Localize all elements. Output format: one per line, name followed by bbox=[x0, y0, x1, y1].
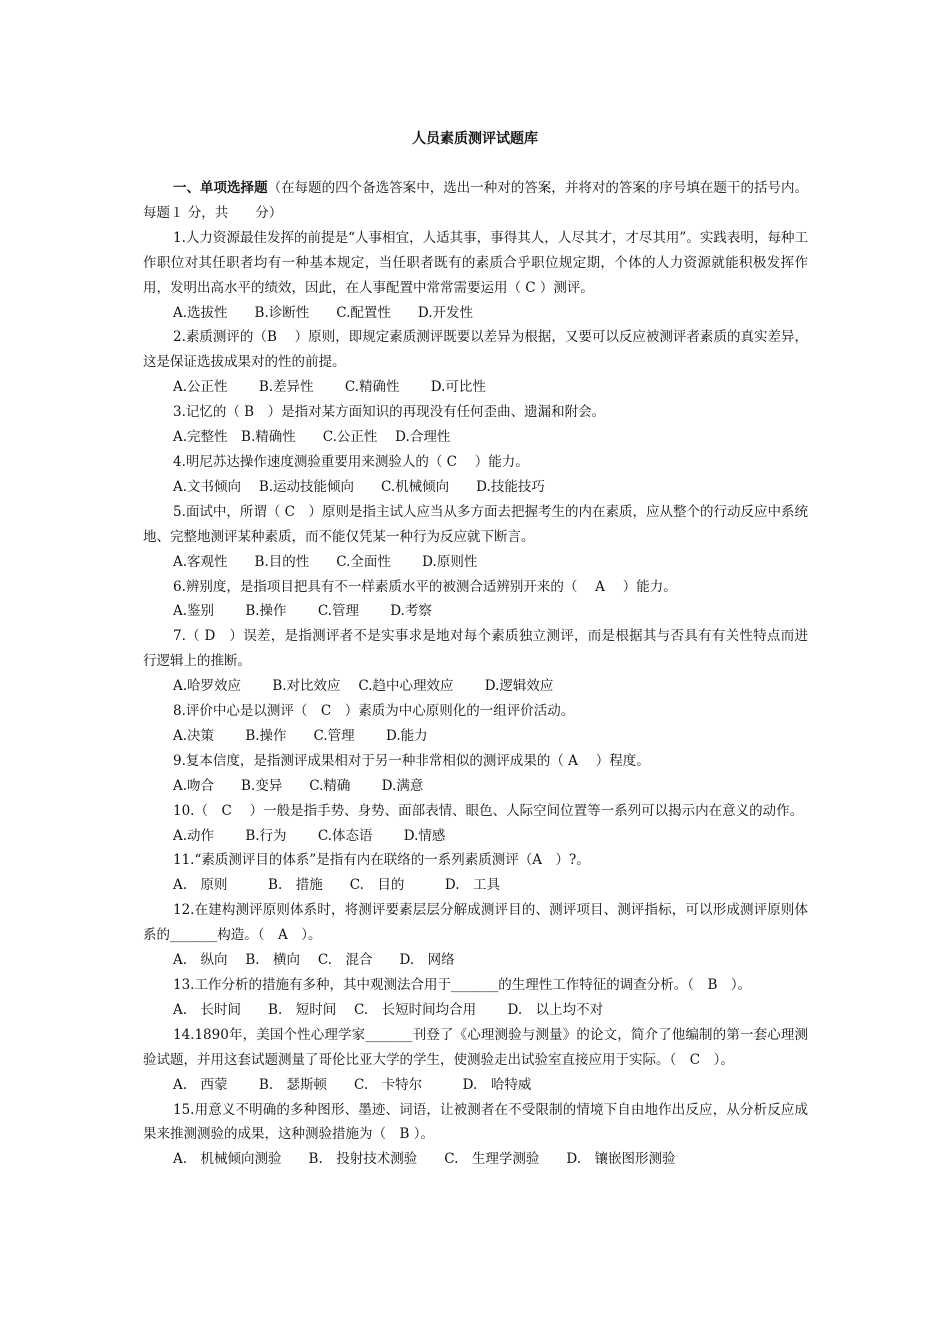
section-heading: 一、单项选择题 bbox=[173, 180, 268, 196]
question-options: A.吻合 B.变异 C.精确 D.满意 bbox=[173, 777, 424, 794]
document-title: 人员素质测评试题库 bbox=[412, 131, 538, 147]
question-options: A. 长时间 B. 短时间 C. 长短时间均合用 D. 以上均不对 bbox=[173, 1001, 604, 1018]
question-stem: 1.人力资源最佳发挥的前提是“人事相宜，人适其事，事得其人，人尽其才，才尽其用”。实践表明，每种工作职位对其任职者均有一种基本规定，当任职者既有的素质合乎职位规定期，个体的人力资源就能积极发挥作用，发明出高水平的绩效，因此，在人事配置中常常需要运用（ C ）测评。 bbox=[143, 229, 808, 296]
question-stem: 3.记忆的（ B ）是指对某方面知识的再现没有任何歪曲、遗漏和附会。 bbox=[173, 404, 606, 421]
question-stem: 6.辨别度，是指项目把具有不一样素质水平的被测合适辨别开来的（ A ）能力。 bbox=[173, 578, 677, 595]
question-stem: 10.（ C ）一般是指手势、身势、面部表情、眼色、人际空间位置等一系列可以揭示内在意义的动作。 bbox=[173, 802, 804, 819]
question-stem: 2.素质测评的（B ）原则，即规定素质测评既要以差异为根据，又要可以反应被测评者素质的真实差异，这是保证选拔成果对的性的前提。 bbox=[143, 329, 808, 371]
question-options: A. 机械倾向测验 B. 投射技术测验 C. 生理学测验 D. 镶嵌图形测验 bbox=[173, 1151, 676, 1168]
question-options: A.客观性 B.目的性 C.全面性 D.原则性 bbox=[173, 553, 478, 570]
question-stem: 12.在建构测评原则体系时，将测评要素层层分解成测评目的、测评项目、测评指标，可以形成测评原则体系的_______构造。（ A ）。 bbox=[143, 902, 808, 944]
question-stem: 14.1890年，美国个性心理学家_______刊登了《心理测验与测量》的论文，简介了他编制的第一套心理测验试题，并用这套试题测量了哥伦比亚大学的学生，使测验走出试验室直接应用于实际。（ C ）。 bbox=[143, 1026, 808, 1068]
question-options: A.选拔性 B.诊断性 C.配置性 D.开发性 bbox=[173, 304, 474, 321]
section-intro: （在每题的四个备选答案中，选出一种对的答案，并将对的答案的序号填在题干的括号内。每题１ 分，共 分） bbox=[143, 180, 809, 221]
question-stem: 15.用意义不明确的多种图形、墨迹、词语，让被测者在不受限制的情境下自由地作出反应，从分析反应成果来推测测验的成果，这种测验措施为（ B ）。 bbox=[143, 1101, 808, 1143]
question-options: A.动作 B.行为 C.体态语 D.情感 bbox=[173, 827, 446, 844]
question-options: A.鉴别 B.操作 C.管理 D.考察 bbox=[173, 603, 432, 620]
question-stem: 11.“素质测评目的体系”是指有内在联络的一系列素质测评（A ）?。 bbox=[173, 852, 590, 869]
question-stem: 7.（ D ）误差，是指测评者不是实事求是地对每个素质独立测评，而是根据其与否具有有关性特点而进行逻辑上的推断。 bbox=[143, 628, 808, 670]
question-options: A. 西蒙 B. 瑟斯顿 C. 卡特尔 D. 哈特威 bbox=[173, 1076, 532, 1093]
question-stem: 4.明尼苏达操作速度测验重要用来测验人的（ C ）能力。 bbox=[173, 453, 529, 470]
question-options: A. 纵向 B. 横向 C. 混合 D. 网络 bbox=[173, 952, 455, 969]
question-options: A.哈罗效应 B.对比效应 C.趋中心理效应 D.逻辑效应 bbox=[173, 678, 554, 695]
question-options: A. 原则 B. 措施 C. 目的 D. 工具 bbox=[173, 877, 501, 894]
question-stem: 8.评价中心是以测评（ C ）素质为中心原则化的一组评价活动。 bbox=[173, 703, 575, 720]
question-options: A.文书倾向 B.运动技能倾向 C.机械倾向 D.技能技巧 bbox=[173, 478, 545, 495]
question-options: A.完整性 B.精确性 C.公正性 D.合理性 bbox=[173, 429, 451, 446]
question-options: A.公正性 B.差异性 C.精确性 D.可比性 bbox=[173, 379, 486, 396]
question-stem: 5.面试中，所谓（ C ）原则是指主试人应当从多方面去把握考生的内在素质，应从整个的行动反应中系统地、完整地测评某种素质，而不能仅凭某一种行为反应就下断言。 bbox=[143, 503, 808, 545]
question-options: A.决策 B.操作 C.管理 D.能力 bbox=[173, 727, 428, 744]
document-body bbox=[143, 176, 808, 1172]
question-stem: 13.工作分析的措施有多种，其中观测法合用于_______的生理性工作特征的调查分析。（ B ）。 bbox=[173, 977, 752, 993]
section-header bbox=[143, 176, 808, 226]
question-stem: 9.复本信度，是指测评成果相对于另一种非常相似的测评成果的（ A ）程度。 bbox=[173, 752, 650, 769]
question-list bbox=[143, 226, 808, 1172]
